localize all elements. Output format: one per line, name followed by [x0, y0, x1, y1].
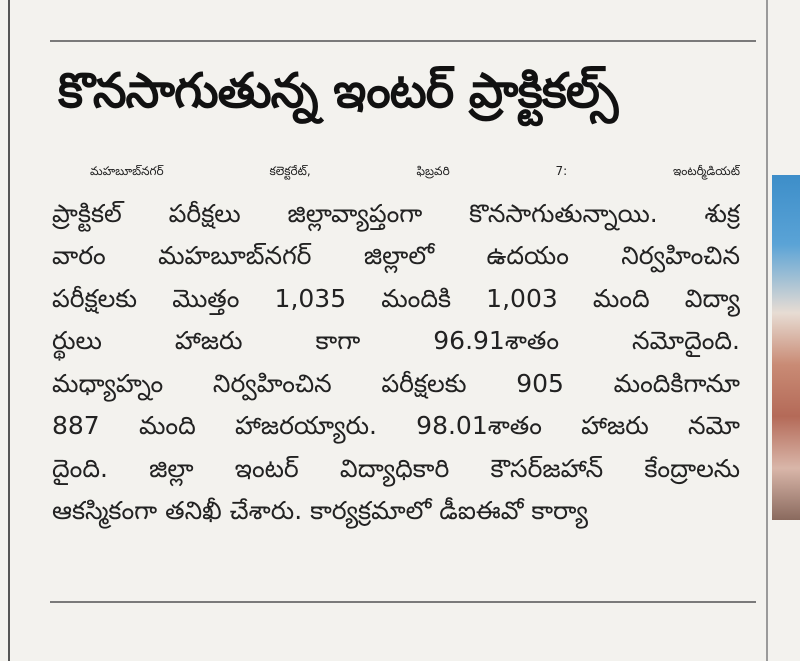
article-line: ప్రాక్టికల్ పరీక్షలు జిల్లావ్యాప్తంగా కొనసాగుతున్నాయి. శుక్ర	[52, 198, 740, 228]
article-line: ఆకస్మికంగా తనిఖీ చేశారు. కార్యక్రమాలో డీఐఈవో కార్యా	[52, 496, 588, 525]
adjacent-column	[772, 0, 800, 661]
article-line: ర్థులు హాజరు కాగా 96.91శాతం నమోదైంది.	[52, 326, 740, 355]
bottom-divider	[50, 601, 756, 603]
article-headline: కొనసాగుతున్న ఇంటర్ ప్రాక్టికల్స్	[58, 63, 618, 119]
article-line: మహబూబ్‌నగర్ కలెక్టరేట్, ఫిబ్రవరి 7: ఇంటర్మీడియట్	[90, 164, 740, 178]
article-body	[52, 150, 740, 533]
article-line: వారం మహబూబ్‌నగర్ జిల్లాలో ఉదయం నిర్వహించిన	[52, 241, 740, 270]
article-line: 887 మంది హాజరయ్యారు. 98.01శాతం హాజరు నమో	[52, 411, 740, 440]
article-line: మధ్యాహ్నం నిర్వహించిన పరీక్షలకు 905 మందికిగానూ	[52, 368, 740, 398]
article-line: దైంది. జిల్లా ఇంటర్ విద్యాధికారి కౌసర్‌జహాన్ కేంద్రాలను	[52, 453, 740, 483]
column-divider	[766, 0, 768, 661]
adjacent-photo	[772, 175, 800, 520]
top-divider	[50, 40, 756, 42]
left-column-rule	[8, 0, 10, 661]
article-line: పరీక్షలకు మొత్తం 1,035 మందికి 1,003 మంది విద్యా	[52, 283, 740, 313]
